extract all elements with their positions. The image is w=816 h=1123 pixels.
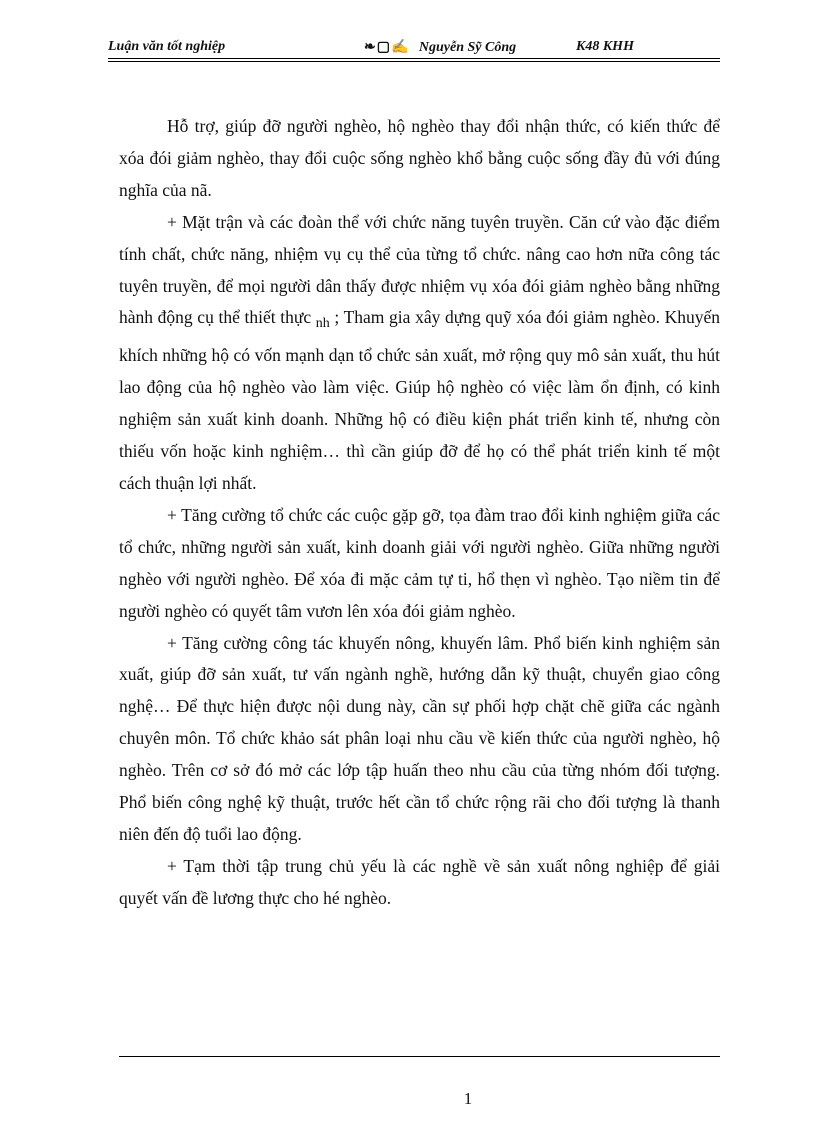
page-header: [108, 37, 720, 59]
paragraph-2-part-1: + Mặt trận và các đoàn thể với chức năng tuyên truyền. Căn cứ vào đặc điểm tính chất, chức năng, nhiệm vụ cụ thể của từng tổ chức. nâng cao hơn nữa công tác tuyên truyền, để mọi người dân thấy được nhiệm vụ xóa đói giảm nghèo bằng những hành động cụ thể thiết thực: [119, 211, 720, 328]
paragraph-5: + Tạm thời tập trung chủ yếu là các nghề về sản xuất nông nghiệp để giải quyết vấn đề lương thực cho hé nghèo.: [119, 855, 720, 908]
paragraph-2: [119, 207, 720, 500]
paragraph-2-subscript: nh: [315, 316, 330, 332]
header-author-block: [364, 39, 516, 56]
paragraph-2-part-2: ; Tham gia xây dựng quỹ xóa đói giảm nghèo. Khuyến khích những hộ có vốn mạnh dạn tổ chức sản xuất, mở rộng quy mô sản xuất, thu hút lao động của hộ nghèo vào làm việc. Giúp hộ nghèo có việc làm ổn định, có kinh nghiệm sản xuất kinh doanh. Những hộ có điều kiện phát triển kinh tế, nhưng còn thiếu vốn hoặc kinh nghiệm… thì cần giúp đỡ để họ có thể phát triển kinh tế một cách thuận lợi nhất.: [119, 307, 720, 493]
page-number: 1: [463, 1089, 473, 1108]
footer-rule: [119, 1056, 720, 1057]
author-name: Nguyễn Sỹ Công: [418, 40, 517, 55]
paragraph-1: Hỗ trợ, giúp đỡ người nghèo, hộ nghèo thay đổi nhận thức, có kiến thức để xóa đói giảm nghèo, thay đổi cuộc sống nghèo khổ bằng cuộc sống đầy đủ với đúng nghĩa của nã.: [119, 116, 720, 200]
paragraph-3: + Tăng cường tổ chức các cuộc gặp gỡ, tọa đàm trao đổi kinh nghiệm giữa các tổ chức, những người sản xuất, kinh doanh giải với người nghèo. Giữa những người nghèo với người nghèo. Để xóa đi mặc cảm tự ti, hổ thẹn vì nghèo. Tạo niềm tin để người nghèo có quyết tâm vươn lên xóa đói giảm nghèo.: [119, 504, 720, 621]
header-rule: [108, 58, 720, 62]
paragraph-4: + Tăng cường công tác khuyến nông, khuyến lâm. Phổ biến kinh nghiệm sản xuất, giúp đỡ sản xuất, tư vấn ngành nghề, hướng dẫn kỹ thuật, chuyển giao công nghệ… Để thực hiện được nội dung này, cần sự phối hợp chặt chẽ giữa các ngành chuyên môn. Tổ chức khảo sát phân loại nhu cầu về kiến thức của người nghèo, hộ nghèo. Trên cơ sở đó mở các lớp tập huấn theo nhu cầu của từng nhóm đối tượng. Phổ biến công nghệ kỹ thuật, trước hết cần tổ chức rộng rãi cho đối tượng là thanh niên đến độ tuổi lao động.: [119, 632, 720, 844]
class-label: K48 KHH: [576, 39, 634, 54]
document-body: [119, 111, 720, 915]
thesis-label: Luận văn tốt nghiệp: [108, 39, 226, 54]
book-ornament-icon: ❧▢✍: [364, 40, 410, 55]
